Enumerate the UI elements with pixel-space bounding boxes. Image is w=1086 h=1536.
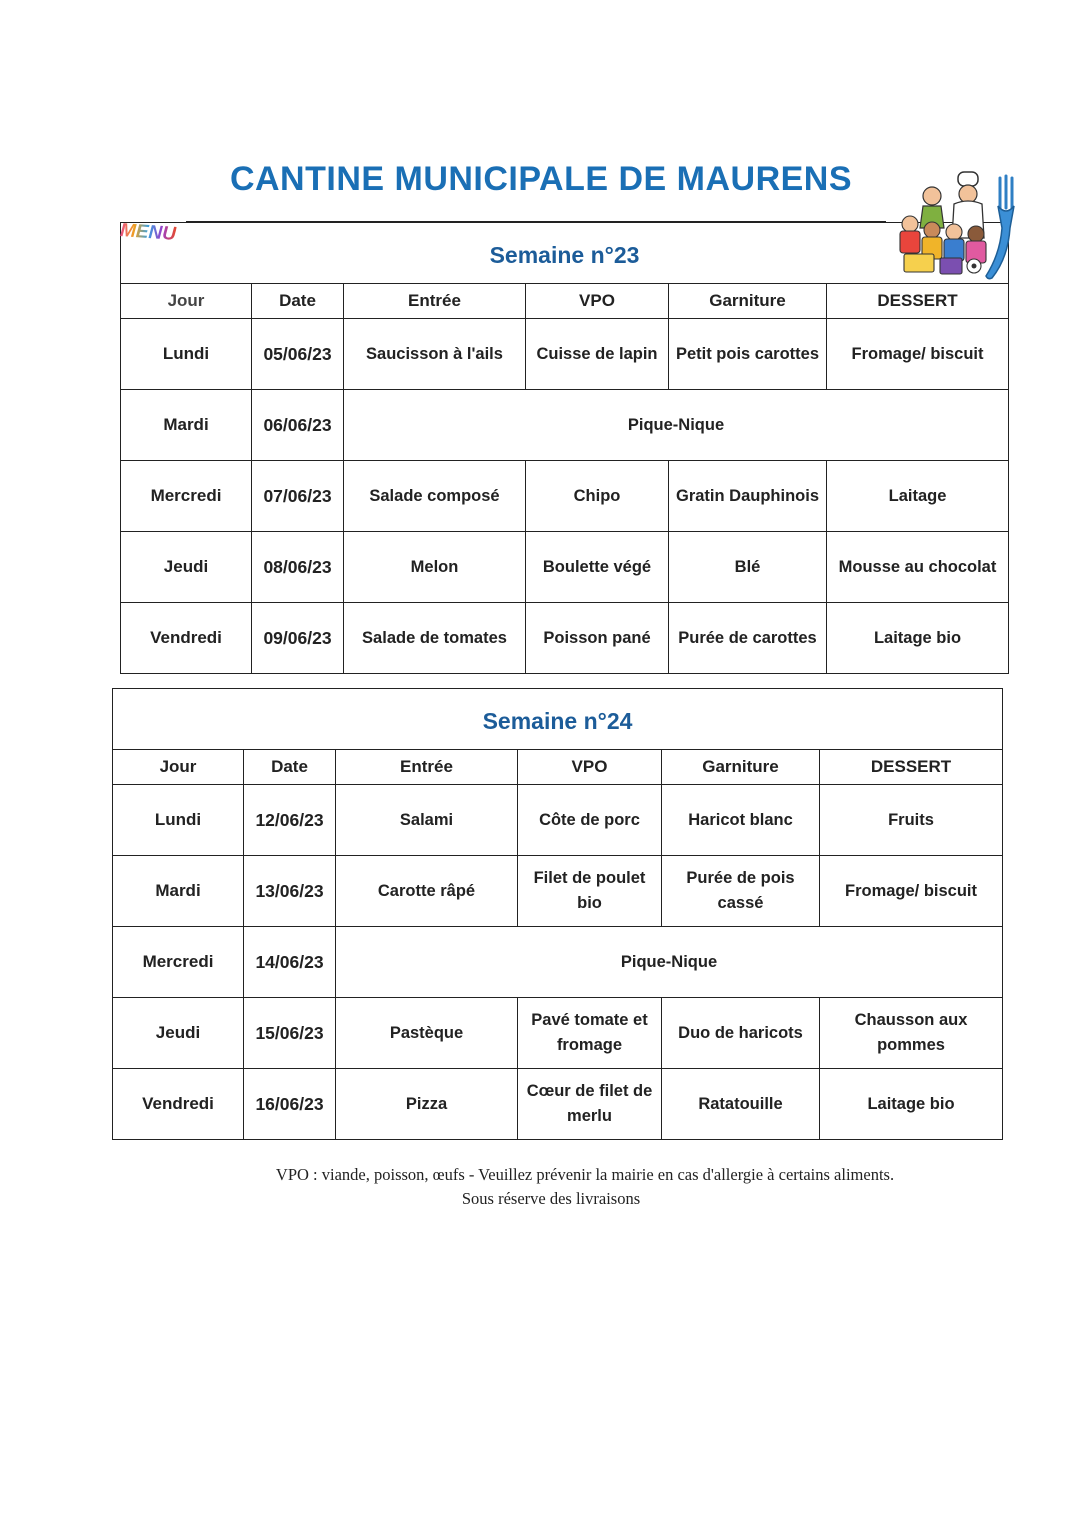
table-row bbox=[113, 856, 1003, 927]
date-cell: 12/06/23 bbox=[244, 785, 336, 856]
date-cell: 15/06/23 bbox=[244, 998, 336, 1069]
menu-logo-icon: MENU bbox=[119, 220, 177, 245]
date-cell: 06/06/23 bbox=[252, 390, 344, 461]
table-row bbox=[113, 998, 1003, 1069]
dessert-cell: Mousse au chocolat bbox=[827, 532, 1009, 603]
garniture-cell: Purée de pois cassé bbox=[662, 856, 820, 927]
table-row bbox=[121, 532, 1009, 603]
day-cell: Mardi bbox=[121, 390, 252, 461]
dessert-cell: Fromage/ biscuit bbox=[827, 319, 1009, 390]
dessert-cell: Chausson aux pommes bbox=[820, 998, 1003, 1069]
header-garniture: Garniture bbox=[662, 750, 820, 785]
vpo-cell: Cœur de filet de merlu bbox=[518, 1069, 662, 1140]
table-row bbox=[121, 461, 1009, 532]
vpo-cell: Cuisse de lapin bbox=[526, 319, 669, 390]
header-garniture: Garniture bbox=[669, 284, 827, 319]
menu-table-week-23 bbox=[120, 222, 1009, 674]
vpo-cell: Côte de porc bbox=[518, 785, 662, 856]
garniture-cell: Duo de haricots bbox=[662, 998, 820, 1069]
table-row bbox=[113, 927, 1003, 998]
table-header-row bbox=[113, 750, 1003, 785]
day-cell: Jeudi bbox=[113, 998, 244, 1069]
day-cell: Mercredi bbox=[113, 927, 244, 998]
day-cell: Mardi bbox=[113, 856, 244, 927]
day-cell: Lundi bbox=[121, 319, 252, 390]
vpo-cell: Poisson pané bbox=[526, 603, 669, 674]
entree-cell: Pastèque bbox=[336, 998, 518, 1069]
entree-cell: Saucisson à l'ails bbox=[344, 319, 526, 390]
week-title: Semaine n°23 bbox=[121, 223, 1009, 284]
table-row bbox=[121, 603, 1009, 674]
date-cell: 14/06/23 bbox=[244, 927, 336, 998]
pique-nique-cell: Pique-Nique bbox=[344, 390, 1009, 461]
entree-cell: Carotte râpé bbox=[336, 856, 518, 927]
entree-cell: Melon bbox=[344, 532, 526, 603]
day-cell: Mercredi bbox=[121, 461, 252, 532]
day-cell: Lundi bbox=[113, 785, 244, 856]
header-vpo: VPO bbox=[518, 750, 662, 785]
footer-notes bbox=[0, 1163, 1086, 1211]
table-row bbox=[121, 390, 1009, 461]
page-title: CANTINE MUNICIPALE DE MAURENS bbox=[229, 160, 853, 198]
entree-cell: Salade de tomates bbox=[344, 603, 526, 674]
day-cell: Jeudi bbox=[121, 532, 252, 603]
header-date: Date bbox=[244, 750, 336, 785]
dessert-cell: Laitage bbox=[827, 461, 1009, 532]
date-cell: 08/06/23 bbox=[252, 532, 344, 603]
header-jour: Jour bbox=[113, 750, 244, 785]
entree-cell: Pizza bbox=[336, 1069, 518, 1140]
garniture-cell: Purée de carottes bbox=[669, 603, 827, 674]
week-title: Semaine n°24 bbox=[113, 689, 1003, 750]
vpo-cell: Filet de poulet bio bbox=[518, 856, 662, 927]
header-dessert: DESSERT bbox=[827, 284, 1009, 319]
header-date: Date bbox=[252, 284, 344, 319]
table-row bbox=[113, 1069, 1003, 1140]
date-cell: 07/06/23 bbox=[252, 461, 344, 532]
entree-cell: Salade composé bbox=[344, 461, 526, 532]
garniture-cell: Haricot blanc bbox=[662, 785, 820, 856]
table-header-row bbox=[121, 284, 1009, 319]
day-cell: Vendredi bbox=[113, 1069, 244, 1140]
garniture-cell: Gratin Dauphinois bbox=[669, 461, 827, 532]
date-cell: 16/06/23 bbox=[244, 1069, 336, 1140]
chef-children-illustration bbox=[888, 168, 1018, 280]
footer-delivery-note: Sous réserve des livraisons bbox=[461, 1188, 641, 1208]
date-cell: 09/06/23 bbox=[252, 603, 344, 674]
table-row bbox=[121, 319, 1009, 390]
header-vpo: VPO bbox=[526, 284, 669, 319]
dessert-cell: Fruits bbox=[820, 785, 1003, 856]
day-cell: Vendredi bbox=[121, 603, 252, 674]
dessert-cell: Laitage bio bbox=[820, 1069, 1003, 1140]
garniture-cell: Petit pois carottes bbox=[669, 319, 827, 390]
date-cell: 05/06/23 bbox=[252, 319, 344, 390]
header-dessert: DESSERT bbox=[820, 750, 1003, 785]
garniture-cell: Ratatouille bbox=[662, 1069, 820, 1140]
header-jour: Jour bbox=[121, 284, 252, 319]
dessert-cell: Laitage bio bbox=[827, 603, 1009, 674]
garniture-cell: Blé bbox=[669, 532, 827, 603]
footer-allergy-note: VPO : viande, poisson, œufs - Veuillez prévenir la mairie en cas d'allergie à certains aliments. bbox=[275, 1165, 895, 1184]
menu-table-week-24 bbox=[112, 688, 1003, 1140]
vpo-cell: Chipo bbox=[526, 461, 669, 532]
table-row bbox=[113, 785, 1003, 856]
header-entree: Entrée bbox=[344, 284, 526, 319]
entree-cell: Salami bbox=[336, 785, 518, 856]
vpo-cell: Pavé tomate et fromage bbox=[518, 998, 662, 1069]
dessert-cell: Fromage/ biscuit bbox=[820, 856, 1003, 927]
date-cell: 13/06/23 bbox=[244, 856, 336, 927]
vpo-cell: Boulette végé bbox=[526, 532, 669, 603]
header-entree: Entrée bbox=[336, 750, 518, 785]
pique-nique-cell: Pique-Nique bbox=[336, 927, 1003, 998]
